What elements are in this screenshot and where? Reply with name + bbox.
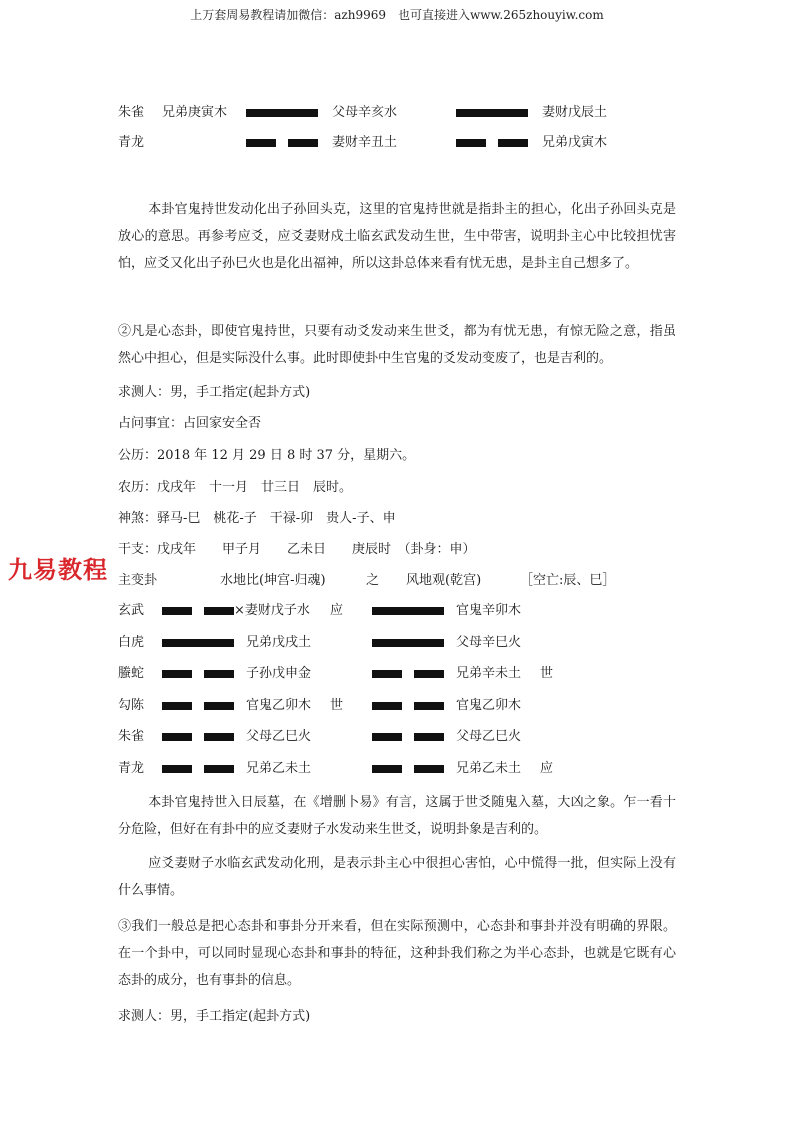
analysis-paragraph-3 <box>118 789 676 843</box>
six-god-label: 朱雀 <box>118 105 145 120</box>
yang-line-icon <box>162 639 234 647</box>
main-yao-text: ×妻财戊子水 <box>234 603 310 618</box>
yao-right-text: 兄弟戊寅木 <box>542 135 608 150</box>
yin-line-icon <box>372 702 444 710</box>
matter-line: 占问事宜：占回家安全否 <box>118 416 262 431</box>
shensha-line: 神煞：驿马-巳 桃花-子 干禄-卯 贵人-子、申 <box>118 511 396 526</box>
zhi-connector: 之 <box>366 573 380 588</box>
main-yao-text: 兄弟乙未土 <box>246 760 312 776</box>
six-god-label: 螣蛇 <box>118 666 145 681</box>
analysis-paragraph-2 <box>118 318 676 372</box>
gua-header-row <box>118 572 678 590</box>
main-yao-text: 子孙戊申金 <box>246 666 312 681</box>
yin-line-icon <box>162 765 234 773</box>
changed-yao-text: 兄弟辛未土 <box>456 666 522 681</box>
changed-yao-text: 父母乙巳火 <box>456 729 522 744</box>
changed-yao-text: 官鬼辛卯木 <box>456 603 522 618</box>
page-header: 上万套周易教程请加微信：azh9969 也可直接进入www.265zhouyiw.com <box>190 8 604 22</box>
yin-line-icon <box>372 765 444 773</box>
analysis-paragraph-1 <box>118 196 676 277</box>
shi-ying-marker: 世 <box>330 697 344 713</box>
yang-line-icon <box>372 639 444 647</box>
yin-line-icon <box>372 670 444 678</box>
yin-line-icon <box>372 733 444 741</box>
yao-right-text: 妻财戊辰土 <box>542 105 608 120</box>
solar-date-line: 公历：2018 年 12 月 29 日 8 时 37 分，星期六。 <box>118 448 416 463</box>
top-gua-row <box>118 134 678 152</box>
changed-yao-text: 兄弟乙未土 <box>456 760 522 776</box>
watermark-logo: 九易教程 <box>8 550 112 585</box>
gua-row <box>118 728 678 746</box>
paragraph-text: 应爻妻财子水临玄武发动化刑，是表示卦主心中很担心害怕，心中慌得一批，但实际上没有什么事情。 <box>118 856 676 898</box>
yao-left-text: 兄弟庚寅木 <box>162 105 228 120</box>
lunar-date-line: 农历：戊戌年 十一月 廿三日 辰时。 <box>118 480 353 495</box>
main-yao-text: 父母乙巳火 <box>246 729 312 744</box>
gua-row <box>118 602 678 620</box>
shi-ying-marker: 世 <box>540 666 554 681</box>
gua-row <box>118 697 678 715</box>
changed-yao-text: 父母辛巳火 <box>456 634 522 650</box>
gua-row <box>118 665 678 683</box>
shi-ying-marker: 应 <box>540 760 554 776</box>
yang-line-icon <box>372 607 444 615</box>
yin-line-icon <box>162 607 234 615</box>
yin-line-icon <box>456 139 528 147</box>
analysis-paragraph-5 <box>118 913 676 994</box>
kongwang: ［空亡:辰、巳］ <box>520 573 616 588</box>
top-gua-row <box>118 104 678 122</box>
yao-mid-text: 父母辛亥水 <box>332 105 398 120</box>
yin-line-icon <box>162 733 234 741</box>
asker-line: 求测人：男，手工指定(起卦方式) <box>118 385 311 400</box>
six-god-label: 玄武 <box>118 603 145 618</box>
paragraph-text: ②凡是心态卦，即使官鬼持世，只要有动爻发动来生世爻，都为有忧无患，有惊无险之意，指虽然心中担心，但是实际没什么事。此时即使卦中生官鬼的爻发动变废了，也是吉利的。 <box>118 324 676 366</box>
gua-row <box>118 634 678 652</box>
changed-gua-name: 风地观(乾宫) <box>406 573 482 588</box>
main-yao-text: 兄弟戊戌土 <box>246 634 312 650</box>
six-god-label: 白虎 <box>118 634 145 650</box>
six-god-label: 朱雀 <box>118 729 145 744</box>
gua-header-label: 主变卦 <box>118 573 158 588</box>
main-yao-text: 官鬼乙卯木 <box>246 697 312 713</box>
analysis-paragraph-4 <box>118 850 676 904</box>
ganzhi-line: 干支：戊戌年 甲子月 乙未日 庚辰时 （卦身：申） <box>118 542 476 557</box>
main-gua-name: 水地比(坤宫-归魂) <box>220 573 326 588</box>
paragraph-text: 本卦官鬼持世入日辰墓，在《增删卜易》有言，这属于世爻随鬼入墓，大凶之象。乍一看十分危险，但好在有卦中的应爻妻财子水发动来生世爻，说明卦象是吉利的。 <box>118 795 676 837</box>
yang-line-icon <box>456 109 528 117</box>
six-god-label: 青龙 <box>118 760 145 776</box>
paragraph-text: ③我们一般总是把心态卦和事卦分开来看，但在实际预测中，心态卦和事卦并没有明确的界限。在一个卦中，可以同时显现心态卦和事卦的特征，这种卦我们称之为半心态卦，也就是它既有心态卦的成分，也有事卦的信息。 <box>118 919 676 988</box>
gua-row <box>118 760 678 778</box>
shi-ying-marker: 应 <box>330 603 344 618</box>
yin-line-icon <box>162 702 234 710</box>
yao-mid-text: 妻财辛丑土 <box>332 135 398 150</box>
yang-line-icon <box>246 109 318 117</box>
six-god-label: 勾陈 <box>118 697 145 713</box>
yin-line-icon <box>162 670 234 678</box>
paragraph-text: 本卦官鬼持世发动化出子孙回头克，这里的官鬼持世就是指卦主的担心，化出子孙回头克是放心的意思。再参考应爻，应爻妻财戍土临玄武发动生世，生中带害，说明卦主心中比较担忧害怕，应爻又化出子孙巳火也是化出福神，所以这卦总体来看有忧无患，是卦主自己想多了。 <box>118 202 676 271</box>
yin-line-icon <box>246 139 318 147</box>
six-god-label: 青龙 <box>118 135 145 150</box>
footer-asker-line: 求测人：男，手工指定(起卦方式) <box>118 1009 311 1024</box>
changed-yao-text: 官鬼乙卯木 <box>456 697 522 713</box>
